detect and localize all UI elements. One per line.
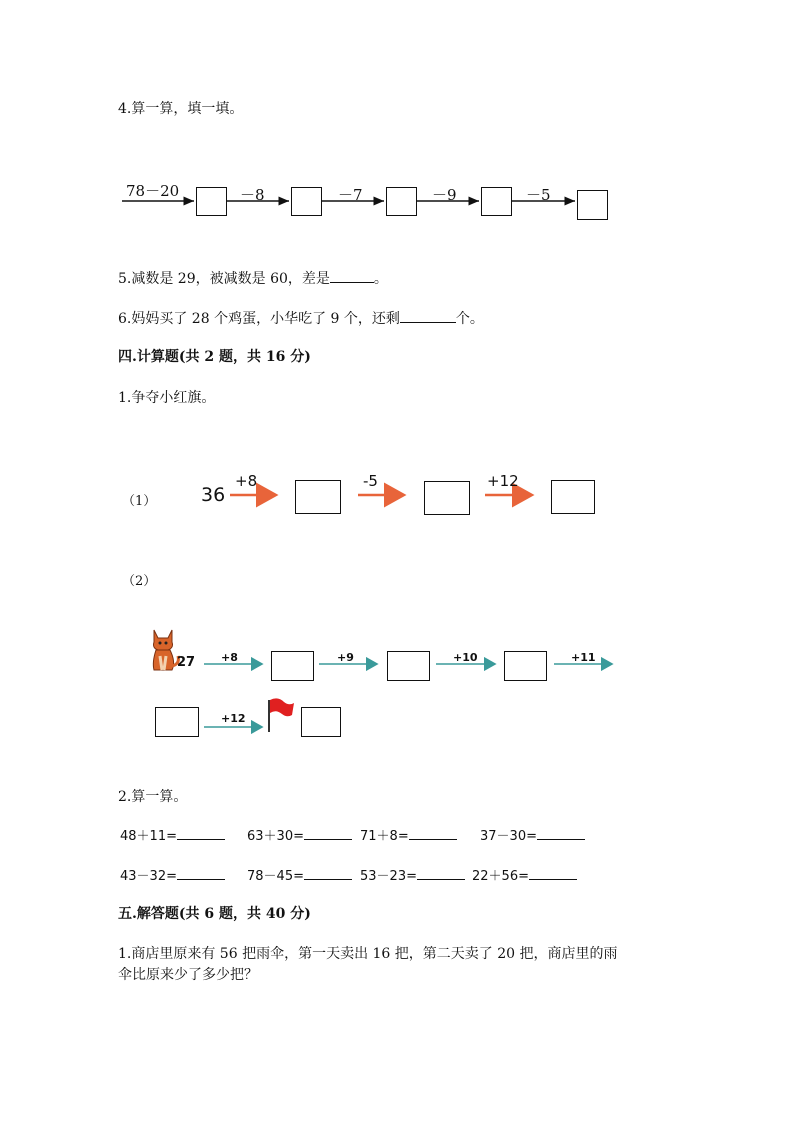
step-label: +9: [337, 651, 354, 664]
calc-blank[interactable]: [529, 867, 577, 880]
calc-item: 43－32=: [120, 865, 225, 884]
part1-arrows: [0, 460, 794, 530]
q4-start: 78－20: [126, 182, 180, 200]
step-label: -5: [363, 472, 378, 490]
part2-label: （2）: [122, 574, 157, 589]
step-label: +11: [571, 651, 596, 664]
calc-item: 78－45=: [247, 865, 352, 884]
step-label: －8: [240, 186, 265, 204]
step-label: +10: [453, 651, 478, 664]
part2-start: 27: [177, 655, 196, 670]
answer-box[interactable]: [481, 187, 512, 216]
s4-q1-title: 1.争夺小红旗。: [118, 390, 216, 406]
step-label: +12: [487, 472, 519, 490]
q5-end: 。: [373, 271, 388, 287]
calc-blank[interactable]: [409, 827, 457, 840]
q6-blank[interactable]: [400, 310, 456, 323]
section5-title: 五.解答题(共 6 题，共 40 分): [118, 906, 311, 922]
calc-blank[interactable]: [304, 867, 352, 880]
q6-end: 个。: [455, 311, 484, 327]
answer-box[interactable]: [155, 707, 199, 737]
step-label: －5: [526, 186, 551, 204]
calc-item: 63＋30=: [247, 825, 352, 844]
calc-blank[interactable]: [177, 867, 225, 880]
step-label: +12: [221, 712, 246, 725]
q5-blank[interactable]: [330, 270, 374, 283]
answer-box[interactable]: [386, 187, 417, 216]
part1-start: 36: [201, 484, 226, 506]
step-label: +8: [221, 651, 238, 664]
answer-box[interactable]: [504, 651, 547, 681]
q6: [118, 308, 484, 328]
section4-title: 四.计算题(共 2 题，共 16 分): [118, 349, 311, 365]
q4-chain: [0, 0, 794, 240]
calc-item: 48＋11=: [120, 825, 225, 844]
q5: [118, 268, 388, 288]
part1-label: （1）: [122, 494, 157, 509]
s4-q2-title: 2.算一算。: [118, 789, 188, 805]
red-flag-icon: [264, 697, 296, 733]
step-label: －7: [338, 186, 363, 204]
calc-blank[interactable]: [417, 867, 465, 880]
step-label: －9: [432, 186, 457, 204]
answer-box[interactable]: [387, 651, 430, 681]
step-label: +8: [235, 472, 258, 490]
answer-box[interactable]: [301, 707, 341, 737]
answer-box[interactable]: [271, 651, 314, 681]
answer-box[interactable]: [291, 187, 322, 216]
answer-box[interactable]: [551, 480, 595, 514]
answer-box[interactable]: [424, 481, 470, 515]
calc-blank[interactable]: [537, 827, 585, 840]
answer-box[interactable]: [196, 187, 227, 216]
q4-title: 4.算一算，填一填。: [118, 101, 244, 117]
calc-item: 22＋56=: [472, 865, 577, 884]
calc-item: 53－23=: [360, 865, 465, 884]
q6-text: 6.妈妈买了 28 个鸡蛋，小华吃了 9 个，还剩: [118, 311, 400, 327]
calc-blank[interactable]: [177, 827, 225, 840]
answer-box[interactable]: [577, 190, 608, 220]
calc-item: 37－30=: [480, 825, 585, 844]
answer-box[interactable]: [295, 480, 341, 514]
s5-q1-line2: 伞比原来少了多少把？: [118, 967, 258, 983]
s5-q1-line1: 1.商店里原来有 56 把雨伞，第一天卖出 16 把，第二天卖了 20 把，商店里的雨: [118, 946, 618, 962]
q5-text: 5.减数是 29，被减数是 60，差是: [118, 271, 330, 287]
calc-blank[interactable]: [304, 827, 352, 840]
calc-item: 71＋8=: [360, 825, 457, 844]
